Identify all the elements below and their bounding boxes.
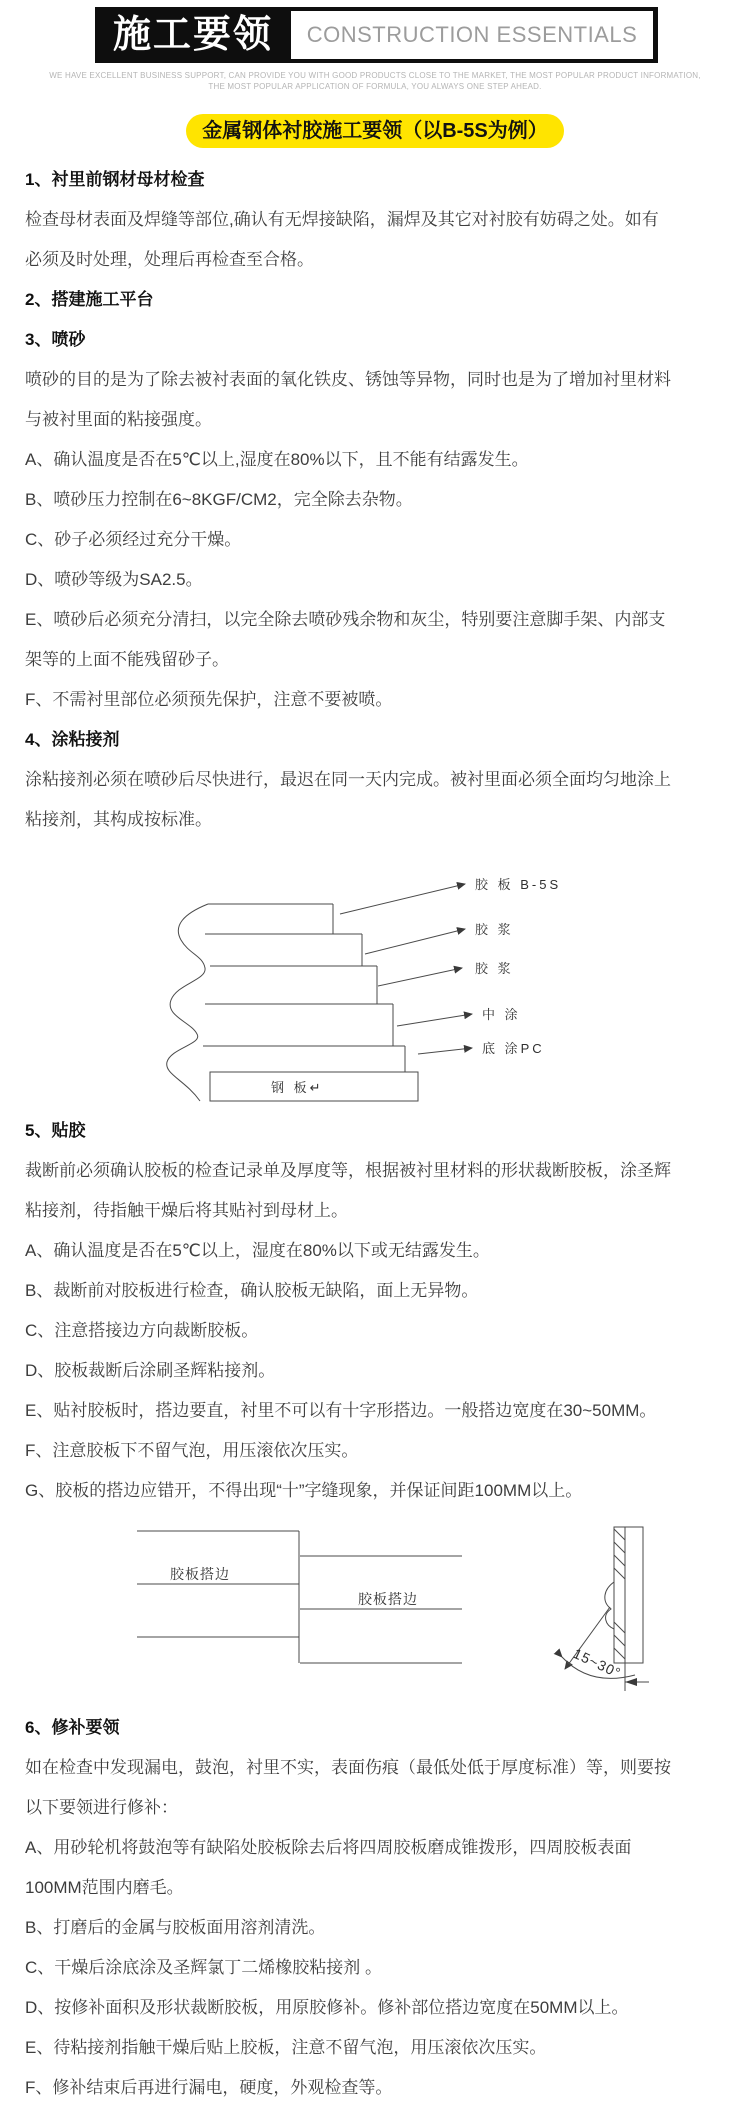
torn-edge-wave bbox=[167, 904, 208, 1101]
section-4-intro-line-2: 粘接剂，其构成按标准。 bbox=[25, 810, 212, 829]
section-6-item-a-line-2: 100MM范围内磨毛。 bbox=[25, 1878, 184, 1897]
section-3-intro-line-1: 喷砂的目的是为了除去被衬表面的氧化铁皮、锈蚀等异物，同时也是为了增加衬里材料 bbox=[25, 370, 671, 389]
overlap-seam-diagram bbox=[75, 1525, 725, 1708]
section-3-item-f: F、不需衬里部位必须预先保护，注意不要被喷。 bbox=[25, 690, 393, 709]
section-1-text-line-2: 必须及时处理，处理后再检查至合格。 bbox=[25, 250, 314, 269]
tagline-line-2: THE MOST POPULAR APPLICATION OF FORMULA, YOU ALWAYS ONE STEP AHEAD. bbox=[208, 82, 542, 91]
section-3-intro-line-2: 与被衬里面的粘接强度。 bbox=[25, 410, 212, 429]
section-3-heading: 3、喷砂 bbox=[25, 330, 86, 349]
section-5-item-e: E、贴衬胶板时，搭边要直，衬里不可以有十字形搭边。一般搭边宽度在30~50MM。 bbox=[25, 1401, 657, 1420]
hatching bbox=[614, 1529, 625, 1659]
section-5-item-f: F、注意胶板下不留气泡，用压滚依次压实。 bbox=[25, 1441, 359, 1460]
layer-label-rubber-sheet: 胶 板 B-5S bbox=[475, 877, 562, 892]
section-1-text-line-1: 检查母材表面及焊缝等部位,确认有无焊接缺陷，漏焊及其它对衬胶有妨碍之处。如有 bbox=[25, 210, 659, 229]
section-6-item-f: F、修补结束后再进行漏电，硬度，外观检查等。 bbox=[25, 2078, 393, 2097]
section-3-item-b: B、喷砂压力控制在6~8KGF/CM2，完全除去杂物。 bbox=[25, 490, 413, 509]
layer-label-paste-1: 胶 浆 bbox=[475, 922, 514, 937]
section-6-item-e: E、待粘接剂指触干燥后贴上胶板，注意不留气泡，用压滚依次压实。 bbox=[25, 2038, 547, 2057]
header-title-en-box bbox=[291, 11, 653, 59]
document-body bbox=[0, 148, 750, 2108]
section-3-item-a: A、确认温度是否在5℃以上,湿度在80%以下，且不能有结露发生。 bbox=[25, 450, 529, 469]
tagline-line-1: WE HAVE EXCELLENT BUSINESS SUPPORT, CAN PROVIDE YOU WITH GOOD PRODUCTS CLOSE TO THE MARKET, THE MOST POPULAR PRODUCT INFORMATION, bbox=[49, 71, 701, 80]
section-6-intro-line-1: 如在检查中发现漏电，鼓泡，衬里不实，表面伤痕（最低处低于厚度标准）等，则要按 bbox=[25, 1758, 671, 1777]
section-5-intro-line-2: 粘接剂，待指触干燥后将其贴衬到母材上。 bbox=[25, 1201, 348, 1220]
section-2-heading: 2、搭建施工平台 bbox=[25, 290, 154, 309]
overlap-label-right: 胶板搭边 bbox=[358, 1591, 418, 1607]
section-1-heading: 1、衬里前钢材母材检查 bbox=[25, 170, 205, 189]
section-3-item-e-line-1: E、喷砂后必须充分清扫，以完全除去喷砂残余物和灰尘，特别要注意脚手架、内部支 bbox=[25, 610, 666, 629]
section-3-item-e-line-2: 架等的上面不能残留砂子。 bbox=[25, 650, 229, 669]
header-tagline bbox=[0, 70, 750, 92]
section-5-item-g: G、胶板的搭边应错开，不得出现“十”字缝现象，并保证间距100MM以上。 bbox=[25, 1481, 583, 1500]
section-6-item-b: B、打磨后的金属与胶板面用溶剂清洗。 bbox=[25, 1918, 326, 1937]
layer-label-midcoat: 中 涂 bbox=[482, 1007, 521, 1022]
bevel-bulge bbox=[605, 1582, 614, 1629]
layer-label-primer-pc: 底 涂PC bbox=[482, 1041, 545, 1056]
section-3-item-c: C、砂子必须经过充分干燥。 bbox=[25, 530, 242, 549]
section-4-heading: 4、涂粘接剂 bbox=[25, 730, 120, 749]
section-4-intro-line-1: 涂粘接剂必须在喷砂后尽快进行，最迟在同一天内完成。被衬里面必须全面均匀地涂上 bbox=[25, 770, 671, 789]
section-5-item-d: D、胶板裁断后涂刷圣辉粘接剂。 bbox=[25, 1361, 276, 1380]
bevel-angle-label: 15~30° bbox=[570, 1645, 624, 1682]
header-title-cn: 施工要领 bbox=[112, 14, 273, 56]
header-title-en: CONSTRUCTION ESSENTIALS bbox=[306, 22, 638, 47]
layer-label-paste-2: 胶 浆 bbox=[475, 961, 514, 976]
section-6-intro-line-2: 以下要领进行修补： bbox=[25, 1798, 178, 1817]
lining-layers-diagram bbox=[65, 856, 725, 1111]
section-5-heading: 5、贴胶 bbox=[25, 1121, 86, 1140]
section-6-item-d: D、按修补面积及形状裁断胶板，用原胶修补。修补部位搭边宽度在50MM以上。 bbox=[25, 1998, 629, 2017]
section-6-item-a-line-1: A、用砂轮机将鼓泡等有缺陷处胶板除去后将四周胶板磨成锥拨形，四周胶板表面 bbox=[25, 1838, 632, 1857]
section-5-item-c: C、注意搭接边方向裁断胶板。 bbox=[25, 1321, 259, 1340]
section-5-item-b: B、裁断前对胶板进行检查，确认胶板无缺陷，面上无异物。 bbox=[25, 1281, 479, 1300]
layer-label-steel-plate: 钢 板↵ bbox=[271, 1080, 324, 1095]
header-banner bbox=[95, 7, 658, 63]
section-5-intro-line-1: 裁断前必须确认胶板的检查记录单及厚度等，根据被衬里材料的形状裁断胶板，涂圣辉 bbox=[25, 1161, 671, 1180]
subject-title: 金属钢体衬胶施工要领（以B-5S为例） bbox=[186, 114, 564, 148]
section-6-item-c: C、干燥后涂底涂及圣辉氯丁二烯橡胶粘接剂 。 bbox=[25, 1958, 382, 1977]
overlap-label-left: 胶板搭边 bbox=[170, 1566, 230, 1582]
section-6-heading: 6、修补要领 bbox=[25, 1718, 120, 1737]
section-5-item-a: A、确认温度是否在5℃以上，湿度在80%以下或无结露发生。 bbox=[25, 1241, 490, 1260]
section-3-item-d: D、喷砂等级为SA2.5。 bbox=[25, 570, 203, 589]
